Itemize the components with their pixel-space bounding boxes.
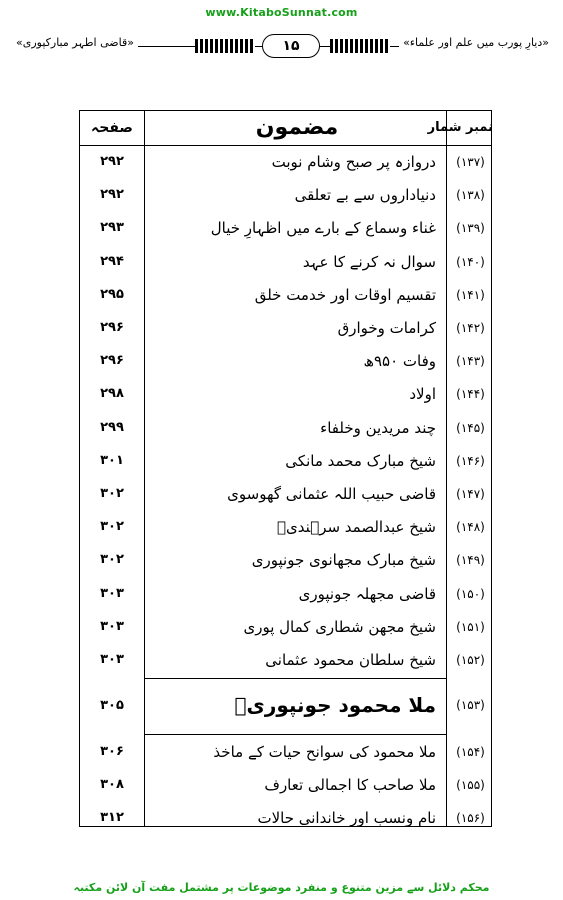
entry-title: وفات ۹۵۰ھ bbox=[363, 352, 436, 371]
site-url: www.KitaboSunnat.com bbox=[205, 6, 358, 19]
entry-title: ملا محمود کی سوانح حیات کے ماخذ bbox=[213, 743, 436, 761]
toc-row bbox=[80, 211, 491, 246]
entry-page: ۲۹۸ bbox=[100, 386, 124, 402]
entry-title: کرامات وخوارق bbox=[337, 319, 436, 337]
entry-title: تقسیم اوقات اور خدمت خلق bbox=[254, 285, 436, 304]
entry-title: سوال نہ کرنے کا عہد bbox=[302, 252, 436, 271]
entry-page: ۳۰۲ bbox=[100, 519, 124, 535]
footer-tagline: محکم دلائل سے مزین متنوع و منفرد موضوعات پر مشتمل مفت آن لائن مکتبہ bbox=[73, 881, 490, 894]
entry-page: ۳۰۱ bbox=[100, 452, 124, 468]
entry-title: غناء وسماع کے بارے میں اظہارِ خیال bbox=[210, 219, 436, 238]
entry-number: (۱۴۵) bbox=[456, 420, 485, 435]
toc-row bbox=[80, 278, 491, 313]
entry-number: (۱۳۸) bbox=[456, 188, 485, 203]
entry-page: ۳۰۸ bbox=[100, 777, 124, 793]
entry-number: (۱۴۶) bbox=[456, 453, 485, 468]
entry-page: ۳۰۳ bbox=[100, 618, 124, 634]
entry-title: شیخ مبارک مجھانوی جونپوری bbox=[251, 551, 436, 570]
highlight-entry-title: ملا محمود جونپوریؒ bbox=[234, 693, 436, 717]
toc-row bbox=[80, 344, 491, 379]
toc-row bbox=[80, 311, 491, 346]
entry-title: شیخ مبارک محمد مانکی bbox=[285, 451, 436, 470]
entry-number: (۱۵۱) bbox=[456, 619, 485, 634]
toc-row bbox=[80, 768, 491, 803]
toc-row bbox=[80, 643, 491, 678]
entry-title: قاضی مجھلہ جونپوری bbox=[298, 584, 436, 603]
header-number: نمبر شمار bbox=[427, 120, 493, 135]
header-subject: مضمون bbox=[255, 115, 339, 140]
entry-title: شیخ مجھن شطاری کمال پوری bbox=[243, 617, 436, 636]
toc-row bbox=[80, 801, 491, 836]
header-page: صفحہ bbox=[91, 120, 133, 136]
entry-number: (۱۵۶) bbox=[456, 811, 485, 826]
toc-row bbox=[80, 510, 491, 545]
entry-number: (۱۵۰) bbox=[456, 586, 485, 601]
entry-page: ۳۱۲ bbox=[100, 810, 124, 826]
toc-row bbox=[80, 245, 491, 280]
entry-title: اولاد bbox=[409, 385, 436, 404]
highlight-entry-page: ۳۰۵ bbox=[100, 698, 124, 713]
entry-number: (۱۳۹) bbox=[456, 221, 485, 236]
entry-page: ۲۹۵ bbox=[100, 286, 124, 302]
entry-number: (۱۵۲) bbox=[456, 653, 485, 667]
entry-title: دنیاداروں سے بے تعلقی bbox=[294, 186, 436, 205]
toc-row bbox=[80, 178, 491, 213]
entry-page: ۲۹۴ bbox=[100, 253, 124, 269]
page-number: ۱۵ bbox=[262, 34, 320, 58]
entry-number: (۱۴۰) bbox=[456, 254, 485, 269]
entry-page: ۲۹۹ bbox=[100, 419, 124, 435]
entry-number: (۱۴۷) bbox=[456, 487, 485, 501]
toc-row bbox=[80, 735, 491, 770]
entry-page: ۲۹۲ bbox=[100, 154, 124, 169]
entry-title: شیخ سلطان محمود عثمانی bbox=[265, 651, 436, 669]
entry-title: قاضی حبیب اللہ عثمانی گھوسوی bbox=[227, 485, 436, 503]
toc-row bbox=[80, 145, 491, 180]
toc-row bbox=[80, 577, 491, 612]
running-head-book-title: «دیارِ پورب میں علم اور علماء» bbox=[399, 36, 553, 49]
entry-page: ۲۹۶ bbox=[100, 353, 124, 369]
ornament-left bbox=[195, 39, 255, 53]
entry-title: ملا صاحب کا اجمالی تعارف bbox=[264, 776, 436, 795]
entry-page: ۲۹۶ bbox=[100, 320, 124, 335]
running-head-author: «قاضی اطہر مبارکپوری» bbox=[12, 36, 138, 49]
entry-title: دروازہ پر صبح وشام نوبت bbox=[271, 153, 436, 171]
toc-row bbox=[80, 610, 491, 645]
toc-row bbox=[80, 543, 491, 578]
toc-row bbox=[80, 444, 491, 479]
entry-number: (۱۵۵) bbox=[456, 778, 485, 793]
ornament-right bbox=[330, 39, 390, 53]
toc-row bbox=[80, 377, 491, 412]
running-head bbox=[12, 34, 553, 60]
entry-title: نام ونسب اور خاندانی حالات bbox=[257, 809, 436, 828]
entry-number: (۱۴۴) bbox=[456, 387, 485, 402]
entry-number: (۱۴۹) bbox=[456, 553, 485, 568]
entry-page: ۲۹۲ bbox=[100, 187, 124, 203]
entry-number: (۱۴۲) bbox=[456, 321, 485, 335]
entry-number: (۱۳۷) bbox=[456, 155, 485, 169]
toc-row bbox=[80, 411, 491, 446]
toc-row bbox=[80, 477, 491, 512]
entry-title: شیخ عبدالصمد سرہندیؒ bbox=[277, 518, 436, 537]
entry-page: ۳۰۶ bbox=[100, 744, 124, 759]
entry-number: (۱۴۳) bbox=[456, 354, 485, 369]
entry-number: (۱۴۱) bbox=[456, 287, 485, 302]
entry-page: ۳۰۲ bbox=[100, 486, 124, 501]
entry-title: چند مریدین وخلفاء bbox=[320, 418, 436, 437]
highlight-entry-number: (۱۵۳) bbox=[456, 698, 485, 712]
contents-table bbox=[79, 110, 492, 827]
entry-number: (۱۴۸) bbox=[456, 520, 485, 535]
entry-page: ۳۰۳ bbox=[100, 652, 124, 667]
entry-page: ۳۰۲ bbox=[100, 552, 124, 568]
entry-number: (۱۵۴) bbox=[456, 745, 485, 759]
entry-page: ۳۰۳ bbox=[100, 585, 124, 601]
entry-page: ۲۹۳ bbox=[100, 220, 124, 236]
